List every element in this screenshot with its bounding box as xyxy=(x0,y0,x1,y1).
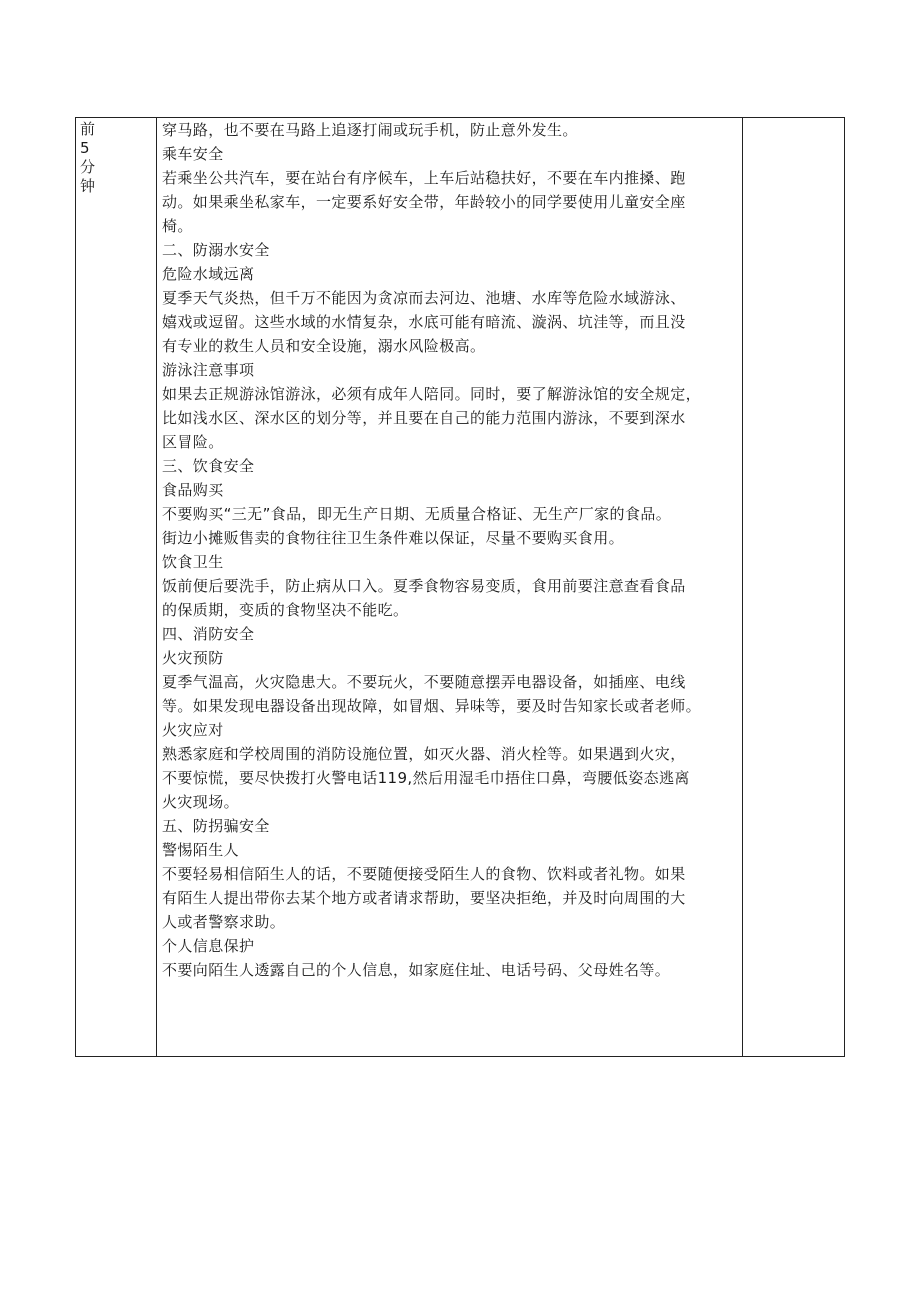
text-line: 夏季天气炎热，但千万不能因为贪凉而去河边、池塘、水库等危险水域游泳、 xyxy=(162,289,686,307)
text-line: 动。如果乘坐私家车，一定要系好安全带，年龄较小的同学要使用儿童安全座 xyxy=(162,193,686,211)
text-line: 不要购买“三无”食品，即无生产日期、无质量合格证、无生产厂家的食品。 xyxy=(162,505,672,523)
text-line: 不要轻易相信陌生人的话，不要随便接受陌生人的食物、饮料或者礼物。如果 xyxy=(162,865,686,883)
time-cell xyxy=(80,120,100,196)
text-line: 街边小摊贩售卖的食物往往卫生条件难以保证，尽量不要购买食用。 xyxy=(162,529,625,547)
text-line: 火灾现场。 xyxy=(162,793,240,811)
text-line: 不要惊慌，要尽快拨打火警电话119,然后用湿毛巾捂住口鼻，弯腰低姿态逃离 xyxy=(162,769,690,787)
text-line: 饭前便后要洗手，防止病从口入。夏季食物容易变质，食用前要注意查看食品 xyxy=(162,577,686,595)
column-divider xyxy=(156,118,157,1056)
text-line: 比如浅水区、深水区的划分等，并且要在自己的能力范围内游泳，不要到深水 xyxy=(162,409,686,427)
section-heading: 三、饮食安全 xyxy=(162,457,255,475)
section-subheading: 游泳注意事项 xyxy=(162,361,255,379)
section-subheading: 饮食卫生 xyxy=(162,553,224,571)
text-line: 熟悉家庭和学校周围的消防设施位置，如灭火器、消火栓等。如果遇到火灾， xyxy=(162,745,686,763)
section-subheading: 火灾预防 xyxy=(162,649,224,667)
text-line: 椅。 xyxy=(162,217,193,235)
time-char: 分 xyxy=(80,158,96,176)
section-subheading: 食品购买 xyxy=(162,481,224,499)
section-subheading: 乘车安全 xyxy=(162,145,224,163)
text-line: 如果去正规游泳馆游泳，必须有成年人陪同。同时，要了解游泳馆的安全规定， xyxy=(162,385,702,403)
text-line: 等。如果发现电器设备出现故障，如冒烟、异味等，要及时告知家长或者老师。 xyxy=(162,697,702,715)
text-line: 人或者警察求助。 xyxy=(162,913,286,931)
time-char: 5 xyxy=(80,139,90,157)
section-subheading: 个人信息保护 xyxy=(162,937,255,955)
section-subheading: 警惕陌生人 xyxy=(162,841,240,859)
text-line: 夏季气温高，火灾隐患大。不要玩火，不要随意摆弄电器设备，如插座、电线 xyxy=(162,673,686,691)
section-heading: 四、消防安全 xyxy=(162,625,255,643)
text-line: 穿马路，也不要在马路上追逐打闹或玩手机，防止意外发生。 xyxy=(162,121,578,139)
text-line: 的保质期，变质的食物坚决不能吃。 xyxy=(162,601,409,619)
text-line: 有陌生人提出带你去某个地方或者请求帮助，要坚决拒绝，并及时向周围的大 xyxy=(162,889,686,907)
text-line: 若乘坐公共汽车，要在站台有序候车，上车后站稳扶好，不要在车内推搡、跑 xyxy=(162,169,686,187)
text-line: 有专业的救生人员和安全设施，溺水风险极高。 xyxy=(162,337,486,355)
section-heading: 五、防拐骗安全 xyxy=(162,817,270,835)
text-line: 嬉戏或逗留。这些水域的水情复杂，水底可能有暗流、漩涡、坑洼等，而且没 xyxy=(162,313,686,331)
section-heading: 二、防溺水安全 xyxy=(162,241,270,259)
lesson-table xyxy=(75,117,845,1057)
section-subheading: 危险水域远离 xyxy=(162,265,255,283)
content-cell xyxy=(162,118,746,982)
text-line: 区冒险。 xyxy=(162,433,224,451)
time-char: 前 xyxy=(80,120,96,138)
time-char: 钟 xyxy=(80,177,96,195)
section-subheading: 火灾应对 xyxy=(162,721,224,739)
text-line: 不要向陌生人透露自己的个人信息，如家庭住址、电话号码、父母姓名等。 xyxy=(162,961,671,979)
